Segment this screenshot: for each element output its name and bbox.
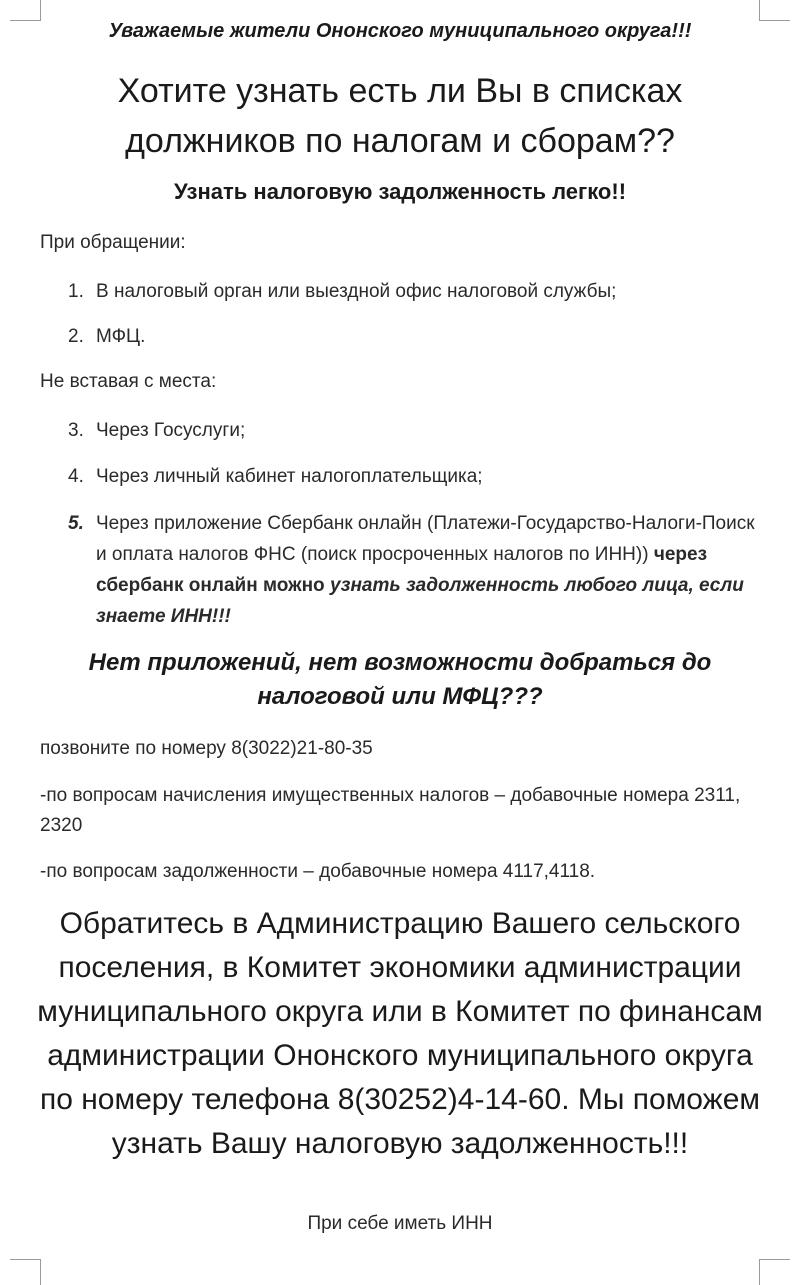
list-item-text: Через личный кабинет налогоплательщика; xyxy=(96,466,483,487)
list-item-number: 3. xyxy=(68,420,84,441)
list-item-text: В налоговый орган или выездной офис налоговой службы; xyxy=(96,281,617,302)
page-corner-mark-top-right xyxy=(759,0,790,21)
list-item-text: Через Госуслуги; xyxy=(96,420,246,441)
page-corner-mark-bottom-right xyxy=(759,1259,790,1285)
list-item xyxy=(68,415,758,446)
list-item-number: 5. xyxy=(68,513,84,534)
remote-label: Не вставая с места: xyxy=(40,371,217,392)
debt-extensions: -по вопросам задолженности – добавочные номера 4117,4118. xyxy=(40,861,596,882)
headline: Хотите узнать есть ли Вы в списках должников по налогам и сборам?? xyxy=(117,72,683,160)
list-item xyxy=(68,461,758,492)
sberbank-note-emphasis: узнать задолженность любого лица, если знаете ИНН!!! xyxy=(96,575,744,627)
list-item-number: 1. xyxy=(68,281,84,302)
sberbank-note-bold: через сбербанк онлайн можно xyxy=(96,544,708,596)
page-corner-mark-bottom-left xyxy=(10,1259,41,1285)
list-item xyxy=(68,276,758,307)
list-item xyxy=(68,321,758,352)
list-item-number: 4. xyxy=(68,466,84,487)
list-item xyxy=(68,508,758,632)
in-person-label: При обращении: xyxy=(40,232,186,253)
call-number-text: позвоните по номеру 8(3022)21-80-35 xyxy=(40,738,373,759)
subheading: Узнать налоговую задолженность легко!! xyxy=(173,179,627,204)
administration-contact-text: Обратитесь в Администрацию Вашего сельского поселения, в Комитет экономики администрации муниципального округа или в Комитет по финансам администрации Ононского муниципального округа по номеру телефона 8(30252)4-14-60. Мы поможем узнать Вашу налоговую задолженность!!! xyxy=(37,907,763,1160)
property-tax-extensions: -по вопросам начисления имущественных налогов – добавочные номера 2311, 2320 xyxy=(40,785,741,836)
list-item-text xyxy=(96,508,758,632)
sberbank-instructions: Через приложение Сбербанк онлайн (Платежи-Государство-Налоги-Поиск и оплата налогов ФНС (поиск просроченных налогов по ИНН)) xyxy=(96,513,755,565)
inn-reminder: При себе иметь ИНН xyxy=(307,1213,493,1234)
list-item-number: 2. xyxy=(68,326,84,347)
list-item-text: МФЦ. xyxy=(96,326,146,347)
page-corner-mark-top-left xyxy=(10,0,41,21)
greeting: Уважаемые жители Ононского муниципального округа!!! xyxy=(108,20,692,42)
no-app-question: Нет приложений, нет возможности добраться до налоговой или МФЦ??? xyxy=(88,649,712,710)
